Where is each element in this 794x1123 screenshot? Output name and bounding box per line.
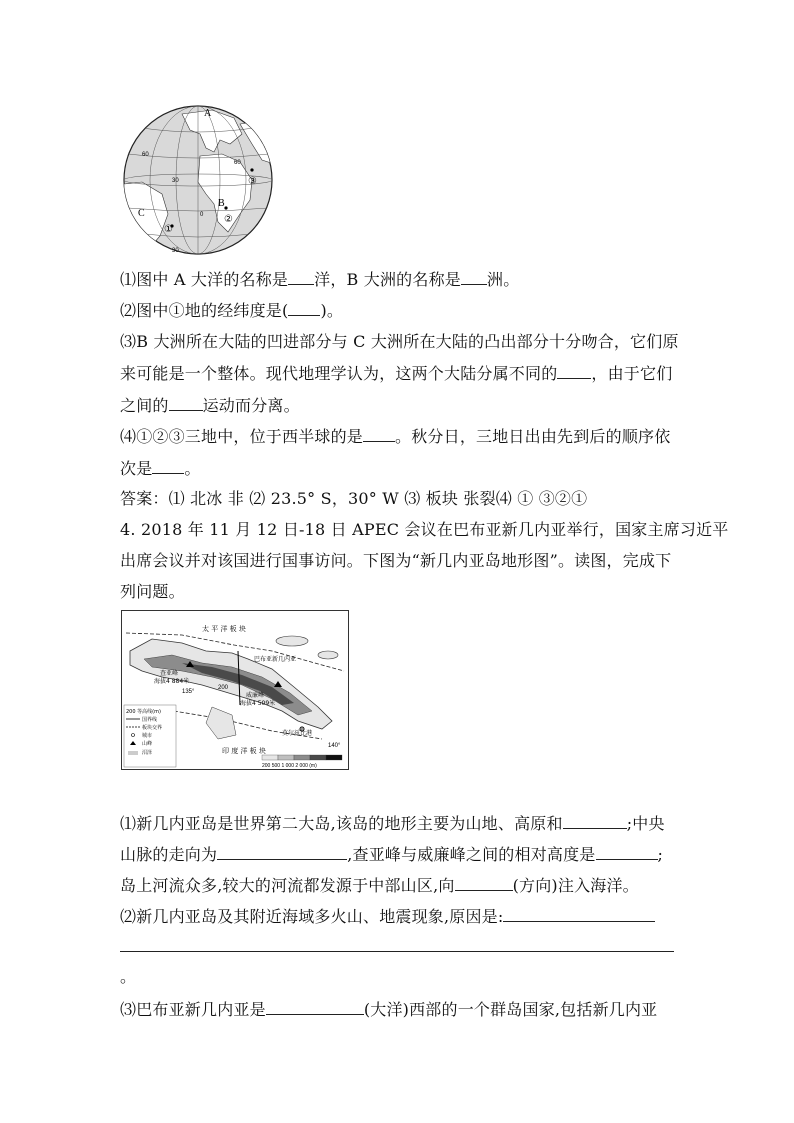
q4-part1-text-c: 山脉的走向为: [120, 845, 218, 864]
q3-part4-text-b: 。秋分日，三地日出由先到后的顺序依: [395, 427, 671, 446]
lat-30-label-south: 30: [172, 248, 179, 254]
blank-sunrise-order[interactable]: [152, 457, 184, 474]
blank-continent[interactable]: [461, 268, 487, 285]
q3-part4-line1: [120, 425, 670, 448]
q3-part3-text-b: ，由于它们: [591, 364, 673, 383]
q3-part1-text-c: 洲。: [487, 270, 520, 289]
legend-swamp: 沼泽: [142, 750, 153, 756]
q3-part1: [120, 268, 519, 291]
contour-label: 200: [218, 685, 229, 691]
lat-30-label-north: 30: [172, 178, 179, 184]
lon-135-label: 135°: [182, 689, 195, 695]
scale-label: 200 500 1 000 2 000 (m): [262, 763, 317, 769]
q3-part1-text-b: 洋，B 大洲的名称是: [314, 270, 461, 289]
q4-part1-text-e: ;: [657, 845, 664, 864]
label-c: C: [138, 208, 145, 219]
q3-part2-text-b: )。: [320, 301, 344, 320]
lon-140-label: 140°: [328, 743, 341, 749]
blank-river-direction[interactable]: [455, 874, 513, 891]
q4-part1-text-d: ,查亚峰与威廉峰之间的相对高度是: [347, 845, 596, 864]
q4-part1-line3: [120, 874, 639, 897]
q3-part3-line3: [120, 394, 300, 417]
blank-landform[interactable]: [563, 812, 627, 829]
q4-stem-line3: 列问题。: [120, 582, 185, 601]
blank-ocean[interactable]: [288, 268, 314, 285]
blank-motion[interactable]: [169, 394, 203, 411]
map-legend: [124, 705, 176, 767]
blank-relative-height[interactable]: [596, 843, 658, 860]
legend-peak: 山峰: [142, 741, 153, 747]
wilhelm-label: 威廉峰: [246, 692, 265, 699]
blank-western-hemisphere[interactable]: [363, 425, 395, 442]
q3-part4-text-c: 次是: [120, 459, 153, 478]
q3-answer: 答案：⑴ 北冰 非 ⑵ 23.5° S，30° W ⑶ 板块 张裂⑷ ① ③②①: [120, 489, 588, 508]
answer-line[interactable]: [120, 951, 674, 952]
q4-part3-text-b: (大洋)西部的一个群岛国家,包括新几内亚: [363, 1000, 658, 1019]
q4-part1-text-b: ;中央: [626, 814, 665, 833]
q3-part3-text-d: 运动而分离。: [202, 396, 300, 415]
legend-border: 国界线: [142, 717, 158, 723]
point-2-label: ②: [224, 214, 233, 225]
q4-part2-line3: 。: [120, 967, 137, 986]
label-b: B: [218, 198, 225, 209]
wilhelm-altitude-label: 海拔4 509米: [240, 700, 276, 707]
new-guinea-map: [121, 610, 349, 770]
q3-part3-text-a: 来可能是一个整体。现代地理学认为，这两个大陆分属不同的: [120, 364, 558, 383]
q3-part4-text-d: 。: [184, 459, 201, 478]
blank-coordinates[interactable]: [288, 299, 320, 316]
q3-part2: [120, 299, 343, 322]
q4-stem-line1: 4. 2018 年 11 月 12 日-18 日 APEC 会议在巴布亚新几内亚举行，国家主席习近平: [120, 520, 729, 539]
q3-part3-line1: ⑶B 大洲所在大陆的凹进部分与 C 大洲所在大陆的凸出部分十分吻合，它们原: [120, 332, 679, 351]
q4-part1-text-g: (方向)注入海洋。: [512, 876, 639, 895]
q3-part2-text-a: ⑵图中①地的经纬度是(: [120, 301, 289, 320]
blank-plates[interactable]: [557, 362, 591, 379]
blank-volcano-reason[interactable]: [503, 905, 655, 922]
q4-part1-text-f: 岛上河流众多,较大的河流都发源于中部山区,向: [120, 876, 455, 895]
point-3-label: ③: [248, 176, 257, 187]
q4-part2-line1: [120, 905, 655, 928]
legend-city: 城市: [142, 733, 153, 739]
q4-part3-text-a: ⑶巴布亚新几内亚是: [120, 1000, 266, 1019]
lon-60-label: 60: [234, 160, 241, 166]
blank-range-direction[interactable]: [217, 843, 347, 860]
lon-0-label: 0: [200, 212, 204, 218]
q4-part1-line2: [120, 843, 663, 866]
q3-part4-text-a: ⑷①②③三地中，位于西半球的是: [120, 427, 364, 446]
indian-plate-label: 印 度 洋 板 块: [222, 747, 266, 755]
q4-part2-text: ⑵新几内亚岛及其附近海域多火山、地震现象,原因是:: [120, 907, 504, 926]
q4-part1-text-a: ⑴新几内亚岛是世界第二大岛,该岛的地形主要为山地、高原和: [120, 814, 563, 833]
q3-part3-line2: [120, 362, 672, 385]
jaya-label: 查亚峰: [160, 670, 179, 677]
jaya-altitude-label: 海拔4 884米: [154, 678, 190, 685]
legend-plate-boundary: 板块交界: [142, 725, 163, 731]
q4-part1-line1: [120, 812, 665, 835]
legend-contour: 200 等高线(m): [126, 709, 161, 715]
label-a: A: [204, 108, 212, 119]
globe-figure: [122, 104, 274, 256]
pacific-plate-label: 太 平 洋 板 块: [202, 625, 246, 633]
point-1-label: ①: [164, 224, 173, 235]
q3-part1-text-a: ⑴图中 A 大洋的名称是: [120, 270, 289, 289]
q4-stem-line2: 出席会议并对该国进行国事访问。下图为“新几内亚岛地形图”。读图，完成下: [120, 551, 672, 570]
lat-60-label: 60: [142, 152, 149, 158]
blank-ocean-name[interactable]: [266, 998, 364, 1015]
country-label: 巴布亚新几内亚: [254, 656, 297, 663]
q4-part3-line1: [120, 998, 657, 1021]
q3-part4-line2: [120, 457, 201, 480]
moresby-label: 莫尔兹比港: [282, 730, 313, 737]
q3-part3-text-c: 之间的: [120, 396, 169, 415]
